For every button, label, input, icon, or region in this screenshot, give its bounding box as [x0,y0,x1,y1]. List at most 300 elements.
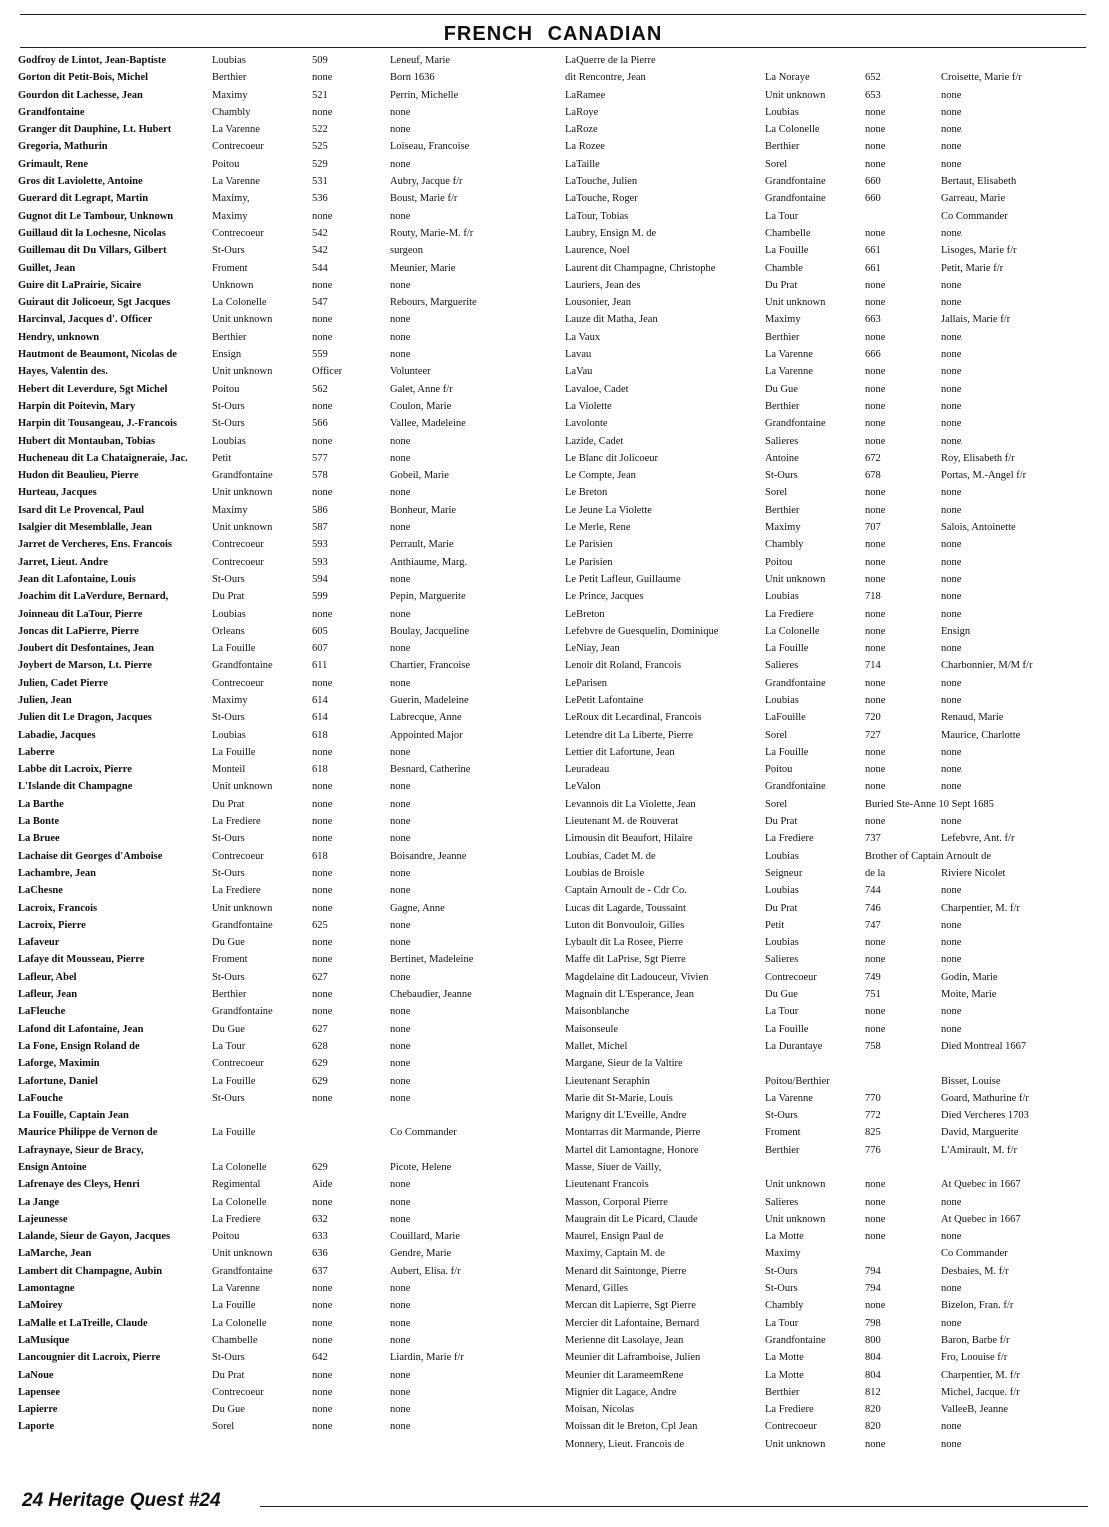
spouse-cell: none [941,677,962,689]
company-cell: Poitou/Berthier [765,1075,830,1087]
number-cell: none [312,954,333,966]
spouse-cell: Goard, Mathurine f/r [941,1092,1029,1104]
spouse-cell: none [390,643,411,655]
spouse-cell: none [390,1404,411,1416]
company-cell: La Motte [765,1369,804,1381]
spouse-cell: none [390,833,411,845]
company-cell: Grandfontaine [765,1334,826,1346]
number-cell: 544 [312,262,328,274]
number-cell: 747 [865,919,881,931]
table-row [18,156,564,173]
name-cell: Limousin dit Beaufort, Hilaire [565,833,693,845]
spouse-cell: none [941,1023,962,1035]
number-cell: 751 [865,989,881,1001]
spouse-cell: none [941,124,962,136]
name-cell: Meunier dit LarameemRene [565,1369,684,1381]
number-cell: 794 [865,1265,881,1277]
table-row [18,1297,564,1314]
company-cell: Monteil [212,764,246,776]
name-cell: Magnain dit L'Esperance, Jean [565,989,695,1001]
table-row [565,363,1095,380]
table-row [18,398,564,415]
name-cell: Julien, Cadet Pierre [18,677,108,689]
company-cell: La Frediere [212,816,261,828]
name-cell: Lauze dit Matha, Jean [565,314,658,326]
page-header [20,8,1086,48]
name-cell: Guiraut dit Jolicoeur, Sgt Jacques [18,297,171,309]
name-cell: Lafortune, Daniel [18,1075,98,1087]
spouse-cell: none [390,1040,411,1052]
company-cell: La Fouille [212,1300,256,1312]
header-top-rule [20,14,1086,15]
name-cell: Guerard dit Legrapt, Martin [18,193,149,205]
company-cell: Loubias [212,608,246,620]
company-cell: Contrecoeur [212,677,264,689]
spouse-cell: none [390,1075,411,1087]
spouse-cell: none [941,919,962,931]
name-cell: Martel dit Lamontagne, Honore [565,1144,699,1156]
name-cell: LaMusique [18,1334,70,1346]
table-row [18,173,564,190]
table-row [565,346,1095,363]
spouse-cell [941,52,1095,69]
company-cell: Chambly [212,106,251,118]
company-cell: La Varenne [765,349,813,361]
company-cell: St-Ours [765,470,798,482]
number-cell: none [312,867,333,879]
company-cell: Berthier [765,400,800,412]
name-cell: Grandfontaine [18,106,85,118]
name-cell: Lucas dit Lagarde, Toussaint [565,902,686,914]
number-cell: 800 [865,1334,881,1346]
company-cell: Maximy [212,89,248,101]
number-cell: 746 [865,902,881,914]
number-cell: none [312,1092,333,1104]
name-cell: L'Islande dit Champagne [18,781,133,793]
spouse-cell: Aubry, Jacque f/r [390,176,463,188]
number-cell: none [865,937,886,949]
number-cell: none [865,141,886,153]
number-cell: 618 [312,764,328,776]
spouse-cell: none [390,1092,411,1104]
spouse-cell: Bonheur, Marie [390,504,457,516]
table-row [565,519,1095,536]
spouse-cell: Desbaies, M. f/r [941,1265,1009,1277]
company-cell: Grandfontaine [765,781,826,793]
number-cell: none [865,677,886,689]
company-cell: La Fouille [212,643,256,655]
name-cell: Maisonseule [565,1023,619,1035]
table-row [18,848,564,865]
table-row [565,1038,1095,1055]
table-row [565,640,1095,657]
table-row [565,173,1095,190]
spouse-cell: none [941,1317,962,1329]
company-cell: Unit unknown [212,781,273,793]
company-cell: Du Prat [765,902,798,914]
spouse-cell: none [390,816,411,828]
spouse-cell: none [941,937,962,949]
number-cell: 636 [312,1248,328,1260]
company-cell: Salieres [765,1196,799,1208]
company-cell: Maximy [212,694,248,706]
number-cell: 720 [865,712,881,724]
name-cell: La Fouille, Captain Jean [18,1110,129,1122]
table-row [565,52,1095,69]
number-cell: none [865,1179,886,1191]
table-row [18,640,564,657]
name-cell: Leuradeau [565,764,610,776]
name-cell: LaRoze [565,124,598,136]
table-row [18,830,564,847]
spouse-cell: Renaud, Marie [941,712,1004,724]
table-row [18,606,564,623]
name-cell: Lachambre, Jean [18,867,96,879]
name-cell: Le Breton [565,487,608,499]
spouse-cell: none [390,971,411,983]
table-row [565,1073,1095,1090]
company-cell: La Tour [212,1040,246,1052]
table-row [565,1367,1095,1384]
number-cell: 672 [865,452,881,464]
spouse-cell [390,1142,564,1159]
left-column [18,52,564,1436]
number-cell: 663 [865,314,881,326]
spouse-cell: Couillard, Marie [390,1231,460,1243]
table-row [565,1124,1095,1141]
name-cell: Lybault dit La Rosee, Pierre [565,937,684,949]
table-row [565,381,1095,398]
company-cell: La Noraye [765,72,810,84]
number-cell: none [865,297,886,309]
name-cell: Monnery, Lieut. Francois de [565,1438,685,1450]
spouse-cell: At Quebec in 1667 [941,1179,1021,1191]
table-row [565,294,1095,311]
name-cell: Joachim dit LaVerdure, Bernard, [18,591,169,603]
number-cell: none [865,643,886,655]
name-cell: Labbe dit Lacroix, Pierre [18,764,132,776]
table-row [18,900,564,917]
table-row [565,1332,1095,1349]
number-cell [865,1245,941,1262]
table-row [18,138,564,155]
name-cell: Gourdon dit Lachesse, Jean [18,89,143,101]
name-cell: Jarret, Lieut. Andre [18,556,109,568]
company-cell: Maximy [212,504,248,516]
table-row [18,588,564,605]
table-row [18,813,564,830]
name-cell: Joybert de Marson, Lt. Pierre [18,660,152,672]
spouse-cell: Jallais, Marie f/r [941,314,1011,326]
company-cell: Grandfontaine [212,919,273,931]
name-cell: La Fone, Ensign Roland de [18,1040,140,1052]
name-cell: Laporte [18,1421,55,1433]
table-row [18,1090,564,1107]
company-cell: Berthier [212,331,247,343]
table-row [565,156,1095,173]
number-cell: 577 [312,452,328,464]
table-row [565,571,1095,588]
company-cell: Contrecoeur [212,227,264,239]
name-cell: Merienne dit Lasolaye, Jean [565,1334,684,1346]
number-cell: 661 [865,262,881,274]
company-cell [765,1055,865,1072]
number-cell: none [312,1300,333,1312]
company-cell: Du Gue [212,937,245,949]
spouse-cell [941,848,1095,865]
company-cell: Grandfontaine [212,1006,273,1018]
number-cell: 618 [312,729,328,741]
name-cell: Laforge, Maximin [18,1058,100,1070]
number-cell: none [865,625,886,637]
company-cell: Sorel [765,798,788,810]
name-cell: Le Blanc dit Jolicoeur [565,452,659,464]
table-row [18,329,564,346]
spouse-cell: Coulon, Marie [390,400,452,412]
spouse-cell: none [390,1300,411,1312]
company-cell: Contrecoeur [765,971,817,983]
spouse-cell: none [390,608,411,620]
spouse-cell: Galet, Anne f/r [390,383,453,395]
table-row [18,1349,564,1366]
company-cell: La Varenne [212,176,260,188]
company-cell: Froment [765,1127,801,1139]
number-cell: none [865,746,886,758]
table-row [18,1073,564,1090]
number-cell: none [865,1023,886,1035]
number-cell: 542 [312,245,328,257]
name-cell: La Vaux [565,331,601,343]
company-cell: Seigneur [765,867,803,879]
name-cell: LaRoye [565,106,599,118]
spouse-cell: Leneuf, Marie [390,55,451,66]
number-cell: none [865,435,886,447]
number-cell: 707 [865,522,881,534]
name-cell: LaFleuche [18,1006,66,1018]
name-cell: Lenoir dit Roland, Francois [565,660,682,672]
name-cell: Lafleur, Abel [18,971,77,983]
number-cell: 758 [865,1040,881,1052]
company-cell: La Tour [765,210,799,222]
spouse-cell: Appointed Major [390,729,463,741]
company-cell: Du Prat [212,591,245,603]
company-cell: La Colonelle [212,1196,267,1208]
table-row [565,1315,1095,1332]
company-cell: La Frediere [765,833,814,845]
name-cell: Maffe dit LaPrise, Sgt Pierre [565,954,686,966]
number-cell: 678 [865,470,881,482]
spouse-cell: none [941,1283,962,1295]
company-cell: Loubias [765,694,799,706]
company-cell: La Colonelle [212,297,267,309]
spouse-cell: none [390,867,411,879]
spouse-cell: L'Amirault, M. f/r [941,1144,1017,1156]
spouse-cell: David, Marguerite [941,1127,1019,1139]
number-cell: none [865,1438,886,1450]
spouse-cell: none [941,764,962,776]
table-row [565,502,1095,519]
spouse-cell: none [941,141,962,153]
table-row [565,882,1095,899]
company-cell: La Frediere [212,885,261,897]
table-row [565,242,1095,259]
spouse-cell: Charbonnier, M/M f/r [941,660,1033,672]
table-row [18,657,564,674]
company-cell: Loubias [212,435,246,447]
spouse-cell: Salois, Antoinette [941,522,1016,534]
table-row [565,1245,1095,1262]
number-cell: 618 [312,850,328,862]
number-cell: none [865,383,886,395]
company-cell: Berthier [765,141,800,153]
table-row [18,1159,564,1176]
spouse-cell [941,1159,1095,1176]
spouse-cell: Pepin, Marguerite [390,591,466,603]
spouse-cell: Lefebvre, Ant. f/r [941,833,1015,845]
company-cell: Petit [765,919,785,931]
table-row [565,761,1095,778]
number-cell: de la [865,867,886,879]
name-cell: LaFouche [18,1092,63,1104]
name-cell: Maximy, Captain M. de [565,1248,665,1260]
company-cell: Du Gue [212,1404,245,1416]
table-row [565,744,1095,761]
number-cell: none [312,1386,333,1398]
spouse-cell: none [941,400,962,412]
number-cell: 804 [865,1352,881,1364]
company-cell: Unit unknown [212,366,273,378]
number-cell: 559 [312,349,328,361]
spouse-cell: none [941,573,962,585]
name-cell: Lettier dit Lafortune, Jean [565,746,675,758]
spouse-cell: none [941,366,962,378]
company-cell: La Colonelle [765,625,820,637]
number-cell: 642 [312,1352,328,1364]
table-row [18,433,564,450]
number-cell: none [312,833,333,845]
number-cell: none [865,816,886,828]
company-cell: Orleans [212,625,245,637]
name-cell: Maisonblanche [565,1006,630,1018]
company-cell: Contrecoeur [765,1421,817,1433]
number-cell: 820 [865,1421,881,1433]
table-row [18,1107,564,1124]
name-cell: Joubert dit Desfontaines, Jean [18,643,154,655]
name-cell: LeParisen [565,677,607,689]
company-cell: Du Gue [765,989,798,1001]
number-cell: none [865,331,886,343]
page-title: FRENCH CANADIAN [443,23,663,45]
name-cell: Mignier dit Lagace, Andre [565,1386,677,1398]
company-cell: St-Ours [212,867,245,879]
company-cell: Grandfontaine [212,470,273,482]
table-row [18,69,564,86]
spouse-cell: Guerin, Madeleine [390,694,469,706]
name-cell: Lauriers, Jean des [565,279,641,291]
spouse-cell: none [941,556,962,568]
number-cell: 521 [312,89,328,101]
number-cell: 566 [312,418,328,430]
table-row [565,484,1095,501]
company-cell [212,1107,312,1124]
table-row [18,969,564,986]
number-cell: 629 [312,1058,328,1070]
company-cell: La Motte [765,1352,804,1364]
table-row [18,52,564,69]
table-row [18,1124,564,1141]
table-row [18,1038,564,1055]
table-row [565,969,1095,986]
name-cell: Hubert dit Montauban, Tobias [18,435,156,447]
company-cell: St-Ours [212,833,245,845]
number-cell: none [312,1369,333,1381]
name-cell: LaVau [565,366,593,378]
name-cell: Menard dit Saintonge, Pierre [565,1265,687,1277]
number-cell: none [865,608,886,620]
name-cell: La Barthe [18,798,64,810]
number-cell: 531 [312,176,328,188]
table-row [18,761,564,778]
name-cell: Lacroix, Francois [18,902,98,914]
company-cell: Unit unknown [765,1438,826,1450]
table-row [565,1418,1095,1435]
company-cell: La Colonelle [765,124,820,136]
name-cell: Lachaise dit Georges d'Amboise [18,850,163,862]
company-cell: Poitou [212,383,240,395]
spouse-cell: none [941,608,962,620]
number-cell [312,1124,390,1141]
number-cell: none [312,487,333,499]
number-cell: 536 [312,193,328,205]
spouse-cell: none [941,781,962,793]
name-cell: Lavau [565,349,592,361]
name-cell: Laurence, Noel [565,245,630,257]
number-cell: none [312,400,333,412]
company-cell: Loubias [212,729,246,741]
number-cell: 794 [865,1283,881,1295]
number-cell: none [312,1317,333,1329]
company-cell: Poitou [212,1231,240,1243]
name-cell: LeValon [565,781,601,793]
name-cell: Lieutenant M. de Rouverat [565,816,679,828]
name-cell: LaMoirey [18,1300,63,1312]
spouse-cell: none [390,210,411,222]
number-cell: 578 [312,470,328,482]
number-cell: none [312,1421,333,1433]
table-row [18,121,564,138]
name-cell: Lamontagne [18,1283,75,1295]
number-cell: 666 [865,349,881,361]
company-cell: Unit unknown [765,1213,826,1225]
table-row [18,1418,564,1435]
spouse-cell: none [390,279,411,291]
name-cell: LaChesne [18,885,63,897]
name-cell: LaQuerre de la Pierre [565,55,656,66]
table-row [18,692,564,709]
spouse-cell: Co Commander [941,1248,1008,1260]
spouse-cell: Born 1636 [390,72,435,84]
company-cell: Loubias [765,937,799,949]
table-row [565,917,1095,934]
spouse-cell: Volunteer [390,366,431,378]
company-cell: Berthier [212,72,247,84]
company-cell: Du Prat [765,816,798,828]
spouse-cell: Gendre, Marie [390,1248,452,1260]
company-cell: La Varenne [765,1092,813,1104]
number-cell: none [865,227,886,239]
spouse-cell: none [941,504,962,516]
name-cell: LeRoux dit Lecardinal, Francois [565,712,702,724]
